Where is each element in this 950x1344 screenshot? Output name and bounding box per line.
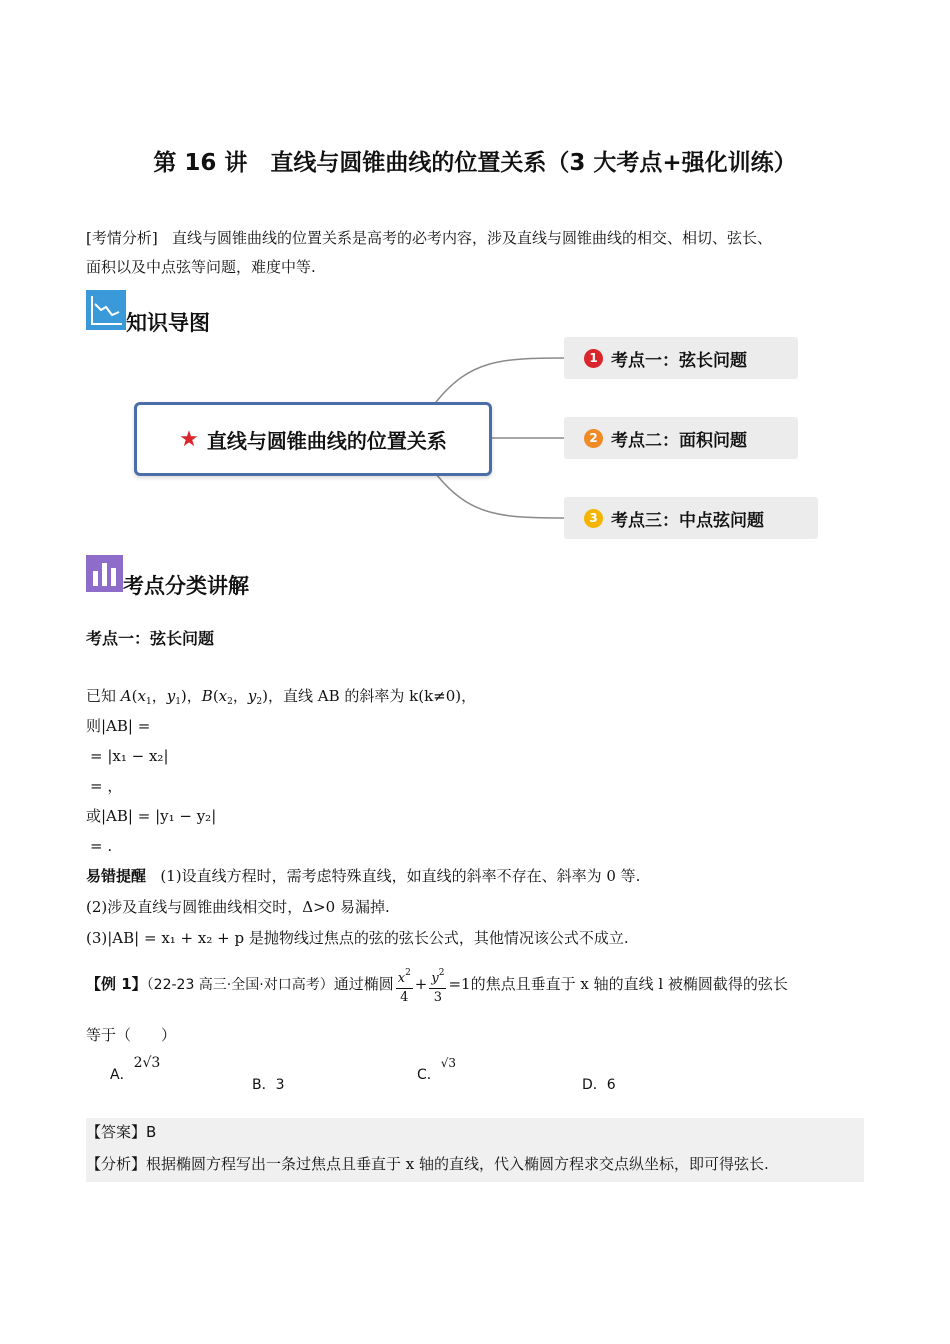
analysis-text-line2: 面积以及中点弦等问题，难度中等.: [86, 258, 316, 276]
mindmap-center-label: 直线与圆锥曲线的位置关系: [206, 428, 447, 453]
solution-label: 【分析】: [86, 1155, 147, 1173]
warning-item-2: (2)涉及直线与圆锥曲线相交时，Δ>0 易漏掉.: [86, 898, 390, 916]
example-question-line2: 等于（ ）: [86, 1026, 177, 1044]
star-icon: ★: [179, 426, 199, 452]
formula-line-5: 或|AB| = |y₁ − y₂|: [86, 807, 217, 825]
warning-item-3: (3)|AB| = x₁ + x₂ + p 是抛物线过焦点的弦的弦长公式，其他情况该公式不成立.: [86, 929, 629, 947]
choice-b[interactable]: B．3: [252, 1077, 285, 1093]
example-label: 【例 1】: [86, 975, 147, 993]
analysis-text-line1: 直线与圆锥曲线的位置关系是高考的必考内容，涉及直线与圆锥曲线的相交、相切、弦长、: [172, 229, 773, 247]
answer-box: [86, 1118, 864, 1150]
formula-line-2: 则|AB| =: [86, 717, 151, 735]
warning-item-1: 易错提醒 (1)设直线方程时，需考虑特殊直线，如直线的斜率不存在、斜率为 0 等.: [86, 867, 641, 885]
analysis-label: [考情分析]: [86, 229, 158, 247]
example-question: 【例 1】（22-23 高三·全国·对口高考）通过椭圆 $\frac{x^2}{4}$ + $\frac{y^2}{3}$ =1的焦点且垂直于 x 轴的直线 l 被椭圆截得的弦长: [86, 962, 876, 1007]
line-chart-icon: [86, 290, 126, 330]
mindmap-node-label: 考点一：弦长问题: [611, 350, 747, 371]
number-badge-icon: 1: [584, 349, 603, 368]
solution-text: 根据椭圆方程写出一条过焦点且垂直于 x 轴的直线，代入椭圆方程求交点纵坐标，即可得弦长.: [146, 1155, 769, 1173]
mindmap-node-1: [564, 337, 798, 379]
formula-line-3: = |x₁ − x₂|: [90, 747, 169, 765]
formula-line-1: 已知 $A(x_1$，$y_1$)，$B(x_2$，$y_2$)，直线 AB 的斜率为 k(k≠0)，: [86, 687, 477, 707]
fraction-x2-over-4: $\frac{x^2}{4}$: [396, 964, 413, 1007]
mindmap-node-label: 考点二：面积问题: [611, 430, 747, 451]
warning-label: 易错提醒: [86, 867, 147, 885]
answer-value: B: [146, 1123, 157, 1141]
formula-line-4: = ，: [90, 777, 123, 795]
formula-line-6: = .: [90, 837, 113, 855]
number-badge-icon: 3: [584, 509, 603, 528]
section-heading-mindmap: 知识导图: [126, 311, 210, 335]
mindmap-node-3: [564, 497, 818, 539]
topic-title: 考点一：弦长问题: [86, 629, 215, 648]
bar-chart-icon: [86, 555, 123, 592]
mindmap-node-label: 考点三：中点弦问题: [611, 510, 764, 531]
choice-a[interactable]: A．2√3: [110, 1055, 161, 1083]
example-source: （22-23 高三·全国·对口高考）: [146, 977, 334, 993]
solution-box: [86, 1150, 864, 1182]
mindmap-node-2: [564, 417, 798, 459]
analysis-paragraph: [86, 224, 876, 282]
answer-label: 【答案】: [86, 1123, 147, 1141]
number-badge-icon: 2: [584, 429, 603, 448]
section-heading-topics: 考点分类讲解: [123, 574, 249, 598]
fraction-y2-over-3: $\frac{y^2}{3}$: [429, 964, 446, 1007]
page-title: 第 16 讲 直线与圆锥曲线的位置关系（3 大考点+强化训练）: [153, 150, 797, 176]
choice-c[interactable]: C．√3: [417, 1056, 457, 1083]
mindmap-center-node: [134, 402, 492, 476]
choice-d[interactable]: D．6: [582, 1077, 616, 1093]
